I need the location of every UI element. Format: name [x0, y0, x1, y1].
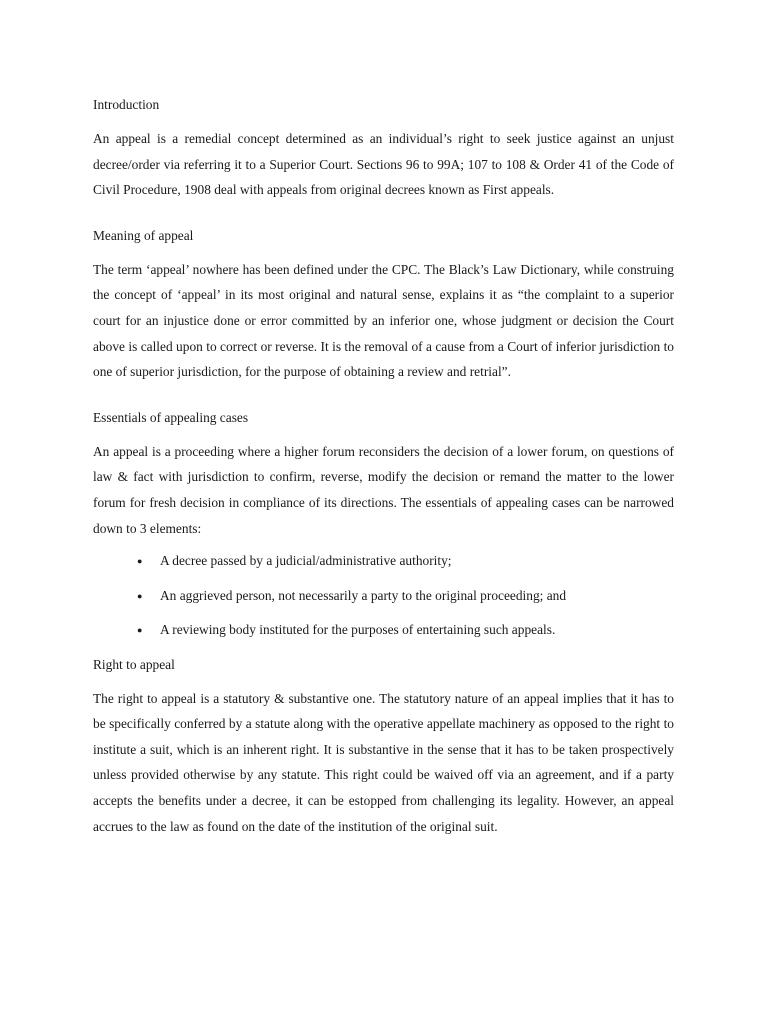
list-item-text: A decree passed by a judicial/administrative authority; — [160, 553, 452, 569]
section-paragraph-introduction: An appeal is a remedial concept determined as an individual’s right to seek justice against an unjust decree/order via referring it to a Superior Court. Sections 96 to 99A; 107 to 108 & Order 41 of the Code of Civil Procedure, 1908 deal with appeals from original decrees known as First appeals. — [93, 131, 674, 198]
section-heading-meaning-of-appeal: Meaning of appeal — [93, 227, 194, 243]
section-paragraph-meaning-of-appeal: The term ‘appeal’ nowhere has been defined under the CPC. The Black’s Law Dictionary, while construing the concept of ‘appeal’ in its most original and natural sense, explains it as “the complaint to a superior court for an injustice done or error committed by an inferior one, whose judgment or decision the Court above is called upon to correct or reverse. It is the removal of a cause from a Court of inferior jurisdiction to one of superior jurisdiction, for the purpose of obtaining a review and retrial”. — [93, 261, 674, 380]
list-item — [93, 548, 674, 574]
bullet-icon: ● — [137, 590, 143, 601]
essentials-bullet-list — [93, 548, 674, 643]
section-paragraph-essentials: An appeal is a proceeding where a higher forum reconsiders the decision of a lower forum, on questions of law & fact with jurisdiction to confirm, reverse, modify the decision or remand the matter to the lower forum for fresh decision in compliance of its directions. The essentials of appealing cases can be narrowed down to 3 elements: — [93, 443, 674, 536]
document-page — [93, 92, 674, 859]
list-item — [93, 583, 674, 609]
list-item-text: A reviewing body instituted for the purposes of entertaining such appeals. — [160, 622, 556, 638]
section-heading-right-to-appeal: Right to appeal — [93, 656, 175, 672]
bullet-icon: ● — [137, 625, 143, 636]
list-item — [93, 617, 674, 643]
section-heading-essentials: Essentials of appealing cases — [93, 409, 249, 425]
bullet-icon: ● — [137, 556, 143, 567]
section-paragraph-right-to-appeal: The right to appeal is a statutory & substantive one. The statutory nature of an appeal implies that it has to be specifically conferred by a statute along with the operative appellate machinery as opposed to the right to institute a suit, which is an inherent right. It is substantive in the sense that it has to be taken prospectively unless provided otherwise by any statute. This right could be waived off via an agreement, and if a party accepts the benefits under a decree, it can be estopped from challenging its legality. However, an appeal accrues to the law as found on the date of the institution of the original suit. — [93, 690, 674, 834]
section-heading-introduction: Introduction — [93, 97, 160, 112]
list-item-text: An aggrieved person, not necessarily a party to the original proceeding; and — [160, 587, 567, 603]
